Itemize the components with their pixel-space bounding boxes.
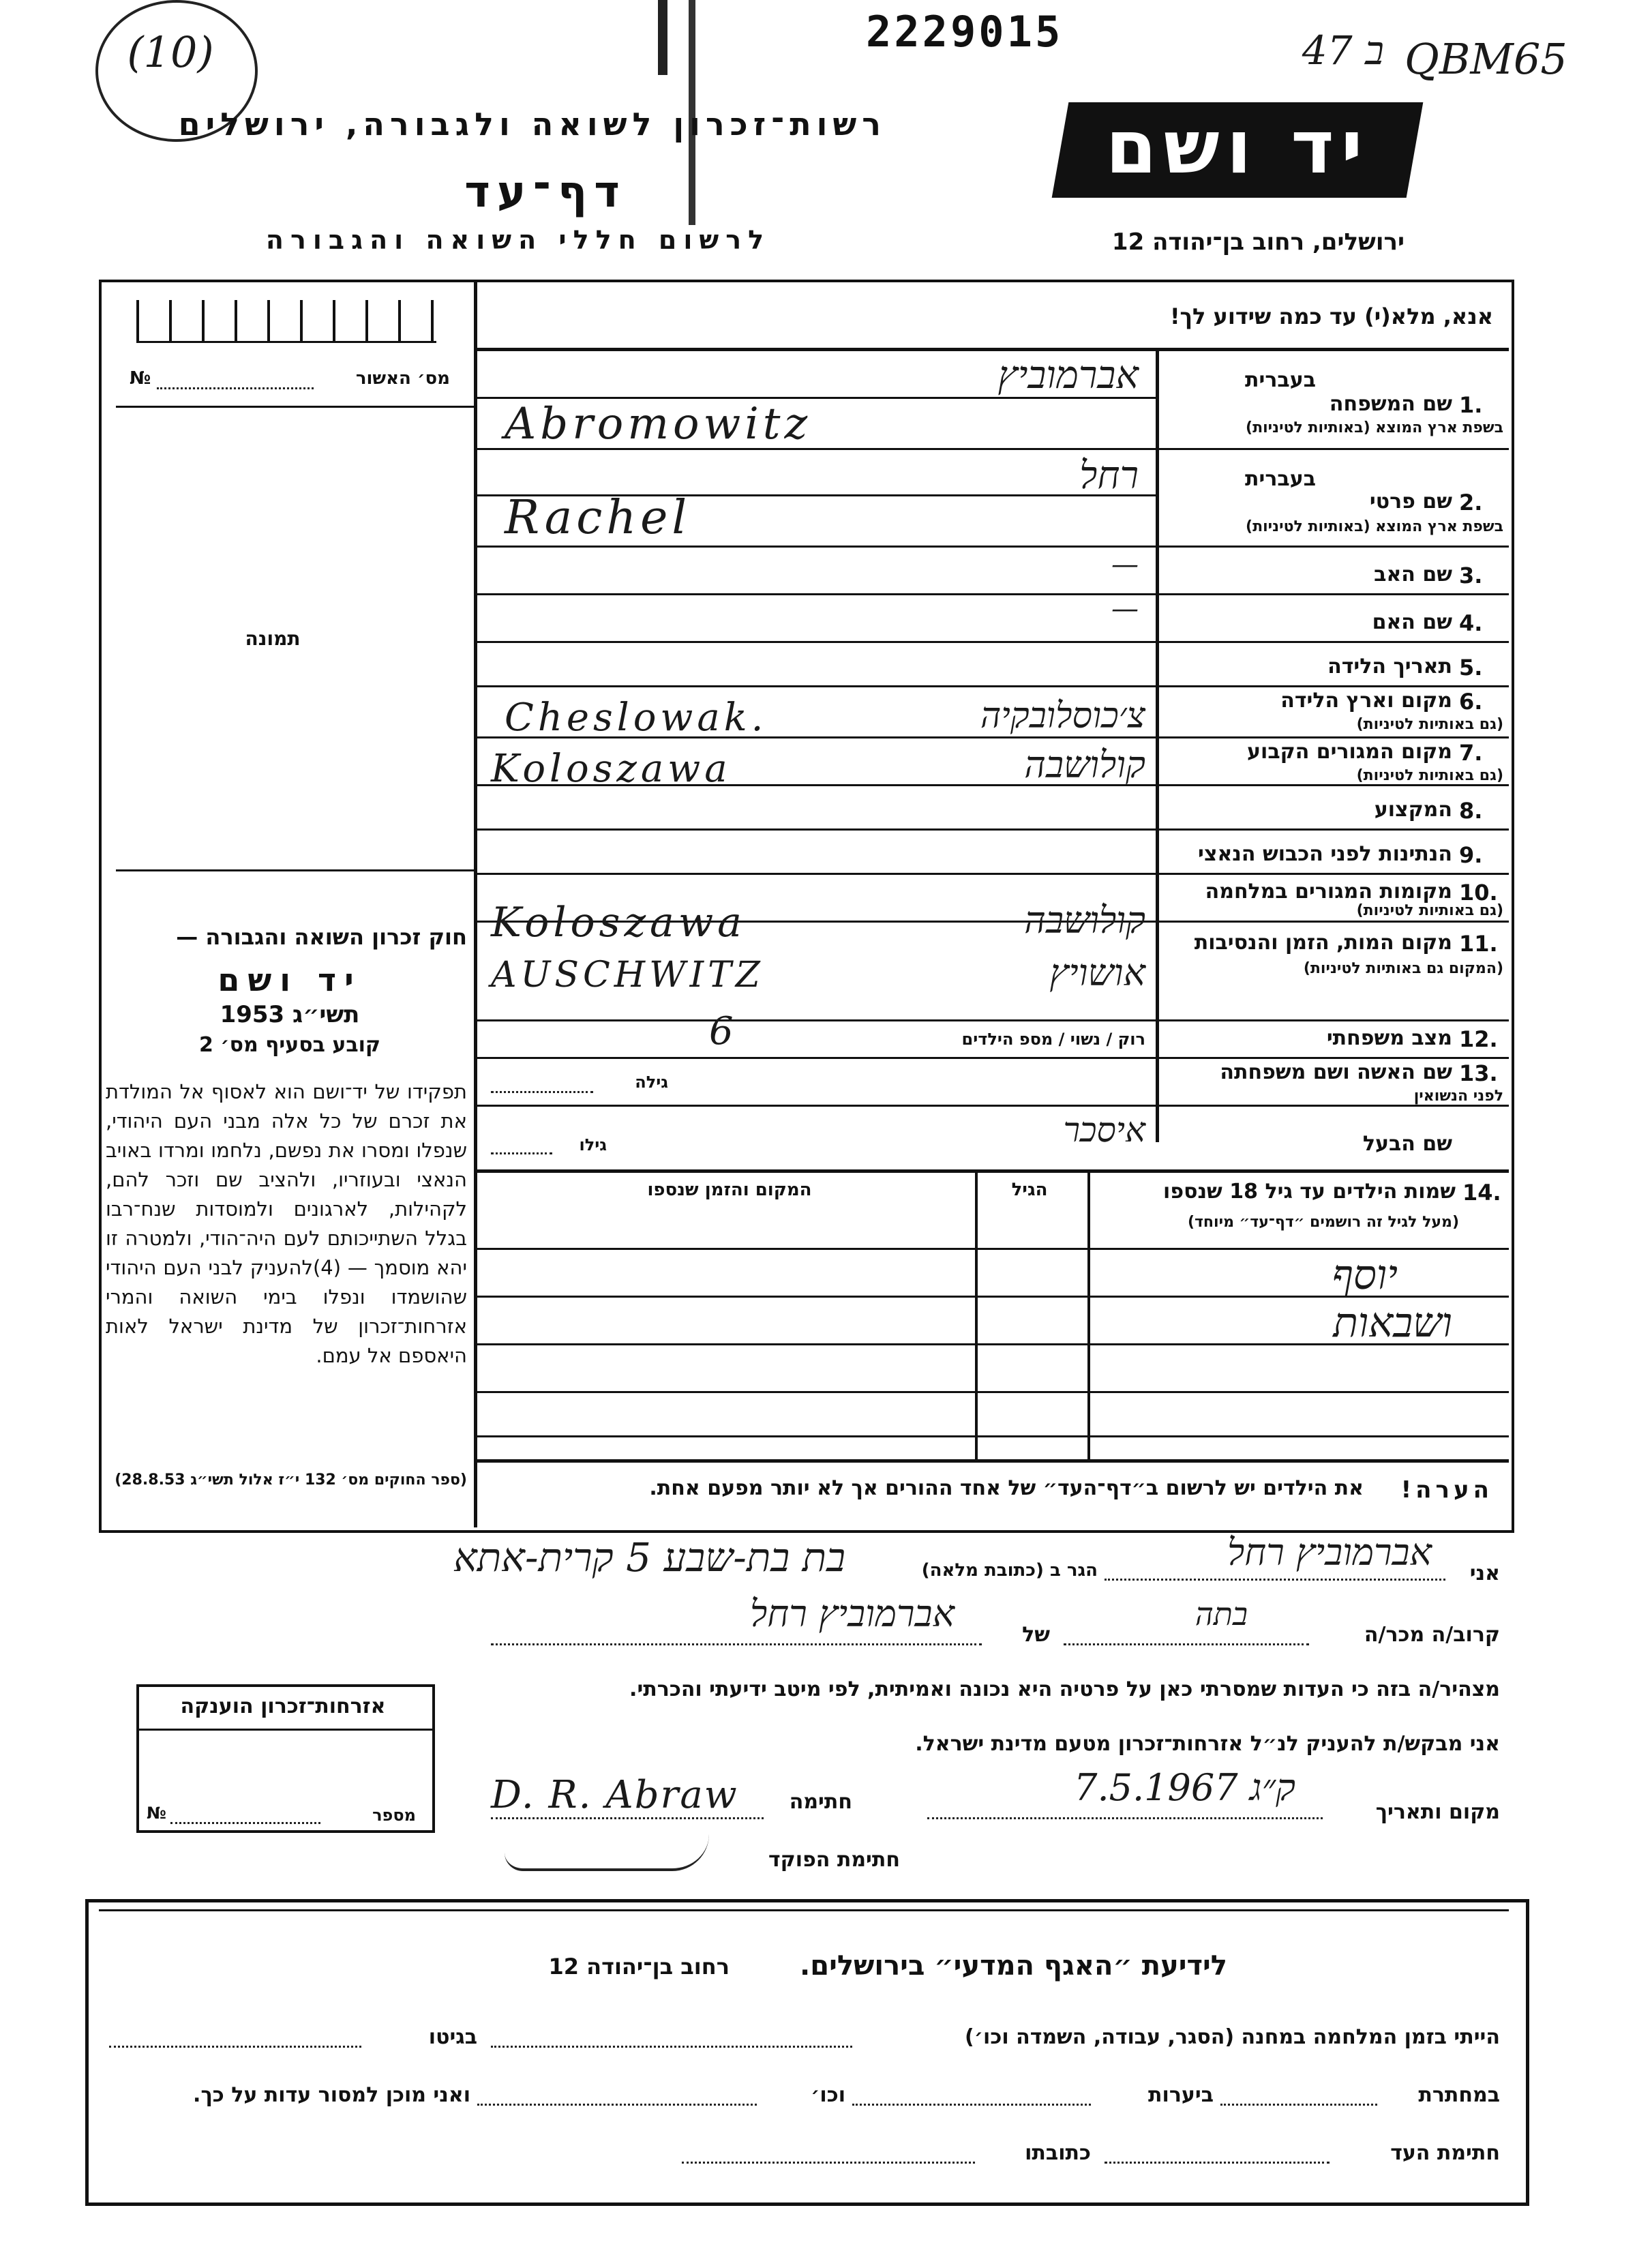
witness-address[interactable]: בת בת-שבע 5 קרית-אתא bbox=[453, 1534, 845, 1581]
row-12-label: מצב משפחתי bbox=[1326, 1026, 1452, 1050]
photo-label: תמונה bbox=[245, 627, 301, 650]
bottom-line1-b: בגיטו bbox=[428, 2025, 477, 2049]
wartime-residence-hebrew[interactable]: קולושבה bbox=[1024, 899, 1145, 942]
row-line bbox=[477, 1057, 1509, 1059]
header-address: ירושלים, רחוב בן־יהודה 12 bbox=[1111, 228, 1405, 256]
label-column-divider bbox=[1156, 351, 1159, 1142]
signature-value[interactable]: D. R. Abraw bbox=[491, 1773, 738, 1817]
row-11-num: 11. bbox=[1459, 931, 1498, 957]
law-year: תשי״ג 1953 bbox=[220, 1001, 360, 1028]
of-line bbox=[491, 1643, 982, 1645]
note-top-line bbox=[477, 1459, 1509, 1463]
confirmation-field[interactable] bbox=[157, 387, 314, 389]
row-7-label: מקום המגורים הקבוע bbox=[1247, 740, 1452, 764]
row-6-sub: (גם באותיות לטיניות) bbox=[1356, 716, 1503, 733]
relation-label: קרוב/ה מכר/ה bbox=[1364, 1623, 1500, 1647]
place-date-line bbox=[927, 1817, 1323, 1819]
residence-latin[interactable]: Koloszawa bbox=[491, 747, 732, 791]
row-11-sub: (המקום גם באותיות לטיניות) bbox=[1303, 960, 1503, 977]
marital-options: רוק / נשוי / מספ הילדים bbox=[961, 1030, 1145, 1049]
wife-age-label: גילה bbox=[635, 1073, 668, 1092]
stamp-marks bbox=[658, 0, 667, 75]
intro-underline bbox=[477, 348, 1509, 351]
row-2-num: 2. bbox=[1459, 490, 1483, 516]
officer-label: חתימת הפוקד bbox=[768, 1848, 900, 1872]
row-line bbox=[477, 828, 1509, 831]
bottom-line3-a: חתימת העד bbox=[1390, 2141, 1500, 2165]
row-line bbox=[477, 546, 1509, 548]
top-right-signature: QBM65 bbox=[1405, 34, 1567, 84]
residence-hebrew[interactable]: קולושבה bbox=[1024, 743, 1145, 786]
yad-vashem-logo-text: יד ושם bbox=[1105, 105, 1370, 190]
row-3-num: 3. bbox=[1459, 563, 1483, 588]
bottom-inner-line bbox=[99, 1909, 1509, 1911]
bottom-address: רחוב בן־יהודה 12 bbox=[548, 1954, 730, 1980]
citizenship-box-title: אזרחות־זכרון הוענקה bbox=[180, 1694, 386, 1718]
officer-signature-mark bbox=[505, 1834, 709, 1871]
law-clause: קובע בסעיף מס׳ 2 bbox=[198, 1033, 381, 1057]
bottom-line1-a: הייתי בזמן המלחמה במחנה (הסגר, עבודה, השמדה וכו׳) bbox=[965, 2025, 1500, 2049]
corner-number: (10) bbox=[127, 27, 214, 77]
row-line bbox=[477, 641, 1509, 643]
children-col-divider-2 bbox=[975, 1169, 978, 1463]
residing-label: הגר ב (כתובת מלאה) bbox=[921, 1560, 1098, 1581]
row-10-label: מקומות המגורים במלחמה bbox=[1205, 880, 1452, 904]
place-date-label: מקום ותאריך bbox=[1375, 1800, 1500, 1824]
row-line bbox=[477, 1019, 1509, 1021]
law-name: יד ושם bbox=[217, 961, 362, 998]
form-title: דף־עד bbox=[464, 167, 627, 218]
of-value[interactable]: אברמוביץ רחל bbox=[749, 1592, 955, 1635]
row-12-num: 12. bbox=[1459, 1026, 1498, 1052]
note-label: הערה! bbox=[1400, 1476, 1493, 1504]
row-6-num: 6. bbox=[1459, 689, 1483, 715]
row-2-sub: בשפת ארץ המוצא (באותיות לטיניות) bbox=[1246, 518, 1503, 535]
bottom-line2-c: וכו׳ bbox=[811, 2083, 845, 2107]
row-11-label: מקום המות, הזמן והנסיבות bbox=[1194, 931, 1452, 955]
of-label: של bbox=[1022, 1623, 1050, 1647]
row-1-num: 1. bbox=[1459, 392, 1483, 418]
bottom-line3-b: כתובתו bbox=[1025, 2141, 1091, 2165]
father-name[interactable]: — bbox=[1111, 549, 1139, 580]
bottom-title: לידיעת ״האגף המדעי״ בירושלים. bbox=[800, 1950, 1227, 1982]
bottom-frame bbox=[85, 1899, 1529, 2206]
declares-text: מצהיר/ה בזה כי העדות שמסרתי כאן על פרטיה היא נכונה ואמיתית, לפי מיטב ידיעתי והכרתי. bbox=[629, 1677, 1500, 1701]
husband-age-field[interactable] bbox=[491, 1152, 552, 1154]
row-6-label: מקום וארץ הלידה bbox=[1280, 689, 1452, 713]
row-4-label: שם האם bbox=[1372, 610, 1452, 634]
row-4-num: 4. bbox=[1459, 610, 1483, 636]
death-place-latin[interactable]: AUSCHWITZ bbox=[491, 955, 764, 996]
child-name-2[interactable]: ושבאות bbox=[1333, 1299, 1452, 1347]
row-10-num: 10. bbox=[1459, 880, 1498, 906]
husband-label: שם הבעל bbox=[1362, 1132, 1452, 1156]
confirmation-label: מס׳ האשור bbox=[355, 368, 450, 389]
row-7-sub: (גם באותיות לטיניות) bbox=[1356, 767, 1503, 784]
row-8-label: המקצוע bbox=[1374, 798, 1452, 822]
row-13-label: שם האשה ושם משפחתה bbox=[1220, 1060, 1452, 1084]
children-place-header: המקום והזמן שנספו bbox=[647, 1180, 812, 1200]
witness-address-field[interactable] bbox=[682, 2162, 975, 2164]
row-line bbox=[477, 685, 1509, 687]
first-name-latin[interactable]: Rachel bbox=[505, 491, 691, 545]
children-label: שמות הילדים עד גיל 18 שנספו bbox=[1163, 1180, 1456, 1204]
row-3-label: שם האב bbox=[1374, 563, 1452, 586]
death-place-hebrew[interactable]: אושויץ bbox=[1049, 951, 1145, 994]
etc-field[interactable] bbox=[477, 2104, 757, 2106]
witness-signature-field[interactable] bbox=[1105, 2162, 1330, 2164]
forests-field[interactable] bbox=[852, 2104, 1091, 2106]
husband-name[interactable]: איסכר bbox=[1063, 1110, 1145, 1150]
form-subtitle: לרשום חללי השואה והגבורה bbox=[265, 225, 771, 255]
row-5-num: 5. bbox=[1459, 655, 1483, 681]
children-count[interactable]: 6 bbox=[709, 1009, 734, 1054]
birthplace-latin[interactable]: Cheslowak. bbox=[505, 696, 768, 740]
relation-value[interactable]: בתה bbox=[1195, 1596, 1248, 1632]
archive-number: 2229015 bbox=[866, 7, 1064, 57]
citizenship-box-line bbox=[170, 1822, 320, 1824]
photo-bottom-line bbox=[116, 869, 474, 871]
confirmation-underline bbox=[116, 406, 474, 408]
row-line bbox=[477, 593, 1509, 595]
row-1-label: שם המשפחה bbox=[1329, 392, 1452, 416]
institution-line: רשות־זכרון לשואה ולגבורה, ירושלים bbox=[178, 106, 886, 143]
row-line bbox=[477, 873, 1509, 875]
child-name-1[interactable]: יוסף bbox=[1332, 1251, 1398, 1299]
label-in-hebrew-1: בעברית bbox=[1245, 368, 1316, 392]
children-row-line bbox=[477, 1248, 1509, 1250]
bottom-line2-d: ואני מוכן למסור עדות על כך. bbox=[193, 2083, 470, 2107]
declaration-ani: אני bbox=[1469, 1562, 1500, 1585]
citizenship-box-number-label: מספר bbox=[372, 1806, 416, 1825]
row-14-num: 14. bbox=[1462, 1180, 1501, 1206]
camp-field[interactable] bbox=[491, 2046, 852, 2048]
row-10-sub: (גם באותיות לטיניות) bbox=[1356, 902, 1503, 919]
row-13-num: 13. bbox=[1459, 1060, 1498, 1086]
underground-field[interactable] bbox=[1220, 2104, 1377, 2106]
row-5-label: תאריך הלידה bbox=[1327, 655, 1452, 678]
row-line bbox=[477, 1105, 1509, 1107]
family-name-hebrew[interactable]: אברמוביץ bbox=[997, 353, 1139, 398]
wife-age-field[interactable] bbox=[491, 1091, 593, 1093]
relation-line bbox=[1064, 1643, 1309, 1645]
note-text: את הילדים יש לרשום ב״דף־העד״ של אחד ההורים אך לא יותר מפעם אחת. bbox=[649, 1476, 1364, 1500]
row-8-num: 8. bbox=[1459, 798, 1483, 824]
first-name-hebrew[interactable]: רחל bbox=[1079, 453, 1139, 498]
wartime-residence-latin[interactable]: Koloszawa bbox=[491, 899, 746, 946]
bottom-line2-b: ביערות bbox=[1148, 2083, 1214, 2107]
requests-text: אני מבקש/ת להעניק לנ״ל אזרחות־זכרון מטעם מדינת ישראל. bbox=[915, 1732, 1500, 1756]
children-sub: (מעל לגיל זה רושמים ״דף־עד״ מיוחד) bbox=[1187, 1214, 1459, 1231]
confirmation-tick-boxes bbox=[136, 300, 436, 343]
sidebar-divider bbox=[474, 280, 477, 1527]
citizenship-box-no: № bbox=[147, 1804, 166, 1823]
law-text: תפקידו של יד־ושם הוא לאסוף אל המולדת את זכרם של כל אלה מבני העם היהודי, שנפלו ומסרו את נפשם, נלחמו ומרדו באויב הנאצי ובעוזריו, ולהציב שם וזכר להם, לקהילות, לארגונים ולמוסדות שנח־רבו בגלל השתייכותם לעם היה־הודי, ולמטרה זו יהא מוסמך — (4)להעניק לבני העם היהודי שהושמדו ונפלו בימי השואה והמרי אזרחות־זכרון של מדינת ישראל לאות היאספם אל עמם. bbox=[106, 1080, 467, 1367]
family-name-latin[interactable]: Abromowitz bbox=[505, 399, 812, 449]
children-age-header: הגיל bbox=[1011, 1180, 1048, 1200]
row-9-num: 9. bbox=[1459, 842, 1483, 868]
confirmation-no: № bbox=[130, 368, 151, 389]
children-col-divider-1 bbox=[1087, 1169, 1090, 1463]
citizenship-box-divider bbox=[139, 1729, 432, 1731]
mother-name[interactable]: — bbox=[1111, 593, 1139, 625]
row-7-num: 7. bbox=[1459, 740, 1483, 766]
top-right-note: ב 47 bbox=[1302, 27, 1384, 74]
children-row-line bbox=[477, 1391, 1509, 1393]
label-in-hebrew-2: בעברית bbox=[1245, 467, 1316, 491]
law-title: חוק זכרון השואה והגבורה — bbox=[176, 924, 467, 950]
witness-name[interactable]: אברמוביץ רחל bbox=[1227, 1531, 1432, 1574]
witness-name-line bbox=[1105, 1579, 1445, 1581]
ghetto-field[interactable] bbox=[109, 2046, 361, 2048]
husband-age-label: גילו bbox=[579, 1135, 607, 1154]
children-row-line bbox=[477, 1435, 1509, 1437]
place-date-value[interactable]: ק״ג 7.5.1967 bbox=[1074, 1766, 1295, 1809]
row-13-sub: לפני הנשואין bbox=[1413, 1088, 1503, 1105]
signature-line bbox=[491, 1817, 764, 1819]
bottom-line2-a: במחתרת bbox=[1418, 2083, 1500, 2107]
row-1-sub: בשפת ארץ המוצא (באותיות לטיניות) bbox=[1246, 419, 1503, 436]
row-9-label: הנתינות לפני הכבוש הנאצי bbox=[1198, 842, 1452, 866]
law-reference: (ספר החוקים מס׳ 132 י״ז אלול תשי״ג 28.8.53) bbox=[115, 1472, 467, 1489]
row-2-label: שם פרטי bbox=[1369, 490, 1452, 513]
row-line bbox=[477, 1169, 1509, 1173]
signature-label: חתימה bbox=[789, 1790, 852, 1814]
form-intro: אנא, מלא(י) עד כמה שידוע לך! bbox=[1169, 303, 1493, 329]
birthplace-hebrew[interactable]: צ׳כוסלובקיה bbox=[980, 696, 1145, 736]
